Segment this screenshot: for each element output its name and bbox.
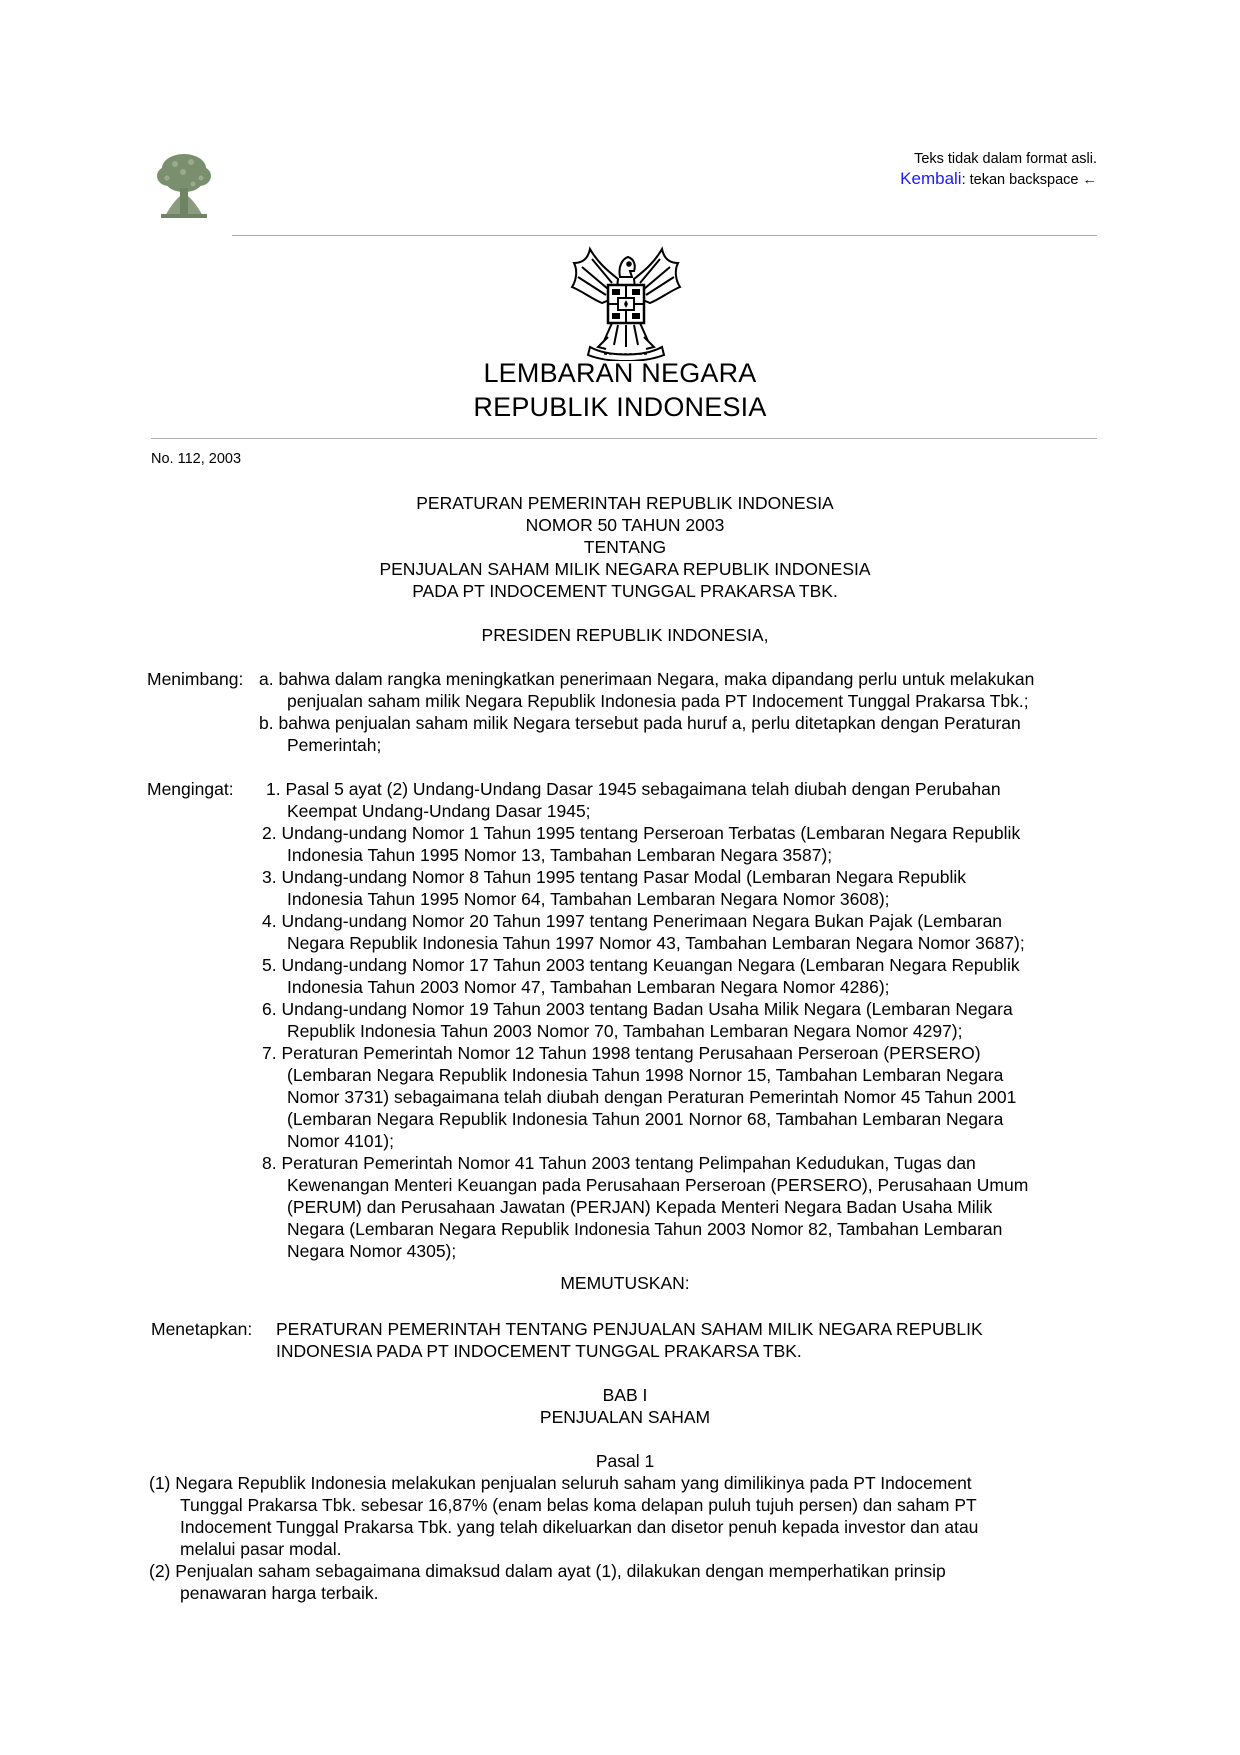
mengingat-item-8-line1: 8. Peraturan Pemerintah Nomor 41 Tahun 2003 tentang Pelimpahan Kedudukan, Tugas dan bbox=[262, 1153, 976, 1173]
menimbang-label: Menimbang: bbox=[147, 669, 244, 689]
mengingat-item-8-line4: Negara (Lembaran Negara Republik Indonesia Tahun 2003 Nomor 82, Tambahan Lembaran bbox=[287, 1219, 1003, 1239]
format-note: Teks tidak dalam format asli. bbox=[914, 151, 1097, 167]
mengingat-item-3-line1: 3. Undang-undang Nomor 8 Tahun 1995 tentang Pasar Modal (Lembaran Negara Republik bbox=[262, 867, 967, 887]
mengingat-item-2-line2: Indonesia Tahun 1995 Nomor 13, Tambahan Lembaran Negara 3587); bbox=[287, 845, 833, 865]
mengingat-item-4-line2: Negara Republik Indonesia Tahun 1997 Nomor 43, Tambahan Lembaran Negara Nomor 3687); bbox=[287, 933, 1025, 953]
mengingat-item-7-line4: (Lembaran Negara Republik Indonesia Tahun 2001 Nornor 68, Tambahan Lembaran Negara bbox=[287, 1109, 1004, 1129]
mengingat-item-6-line2: Republik Indonesia Tahun 2003 Nomor 70, Tambahan Lembaran Negara Nomor 4297); bbox=[287, 1021, 963, 1041]
menetapkan-line1: PERATURAN PEMERINTAH TENTANG PENJUALAN SAHAM MILIK NEGARA REPUBLIK bbox=[276, 1319, 983, 1339]
heading-line1: PERATURAN PEMERINTAH REPUBLIK INDONESIA bbox=[416, 493, 834, 513]
bab-number: BAB I bbox=[602, 1385, 648, 1405]
back-hint: : tekan backspace ← bbox=[961, 172, 1097, 188]
gazette-title-line2: REPUBLIK INDONESIA bbox=[473, 392, 767, 422]
menimbang-b-line1: b. bahwa penjualan saham milik Negara tersebut pada huruf a, perlu ditetapkan dengan Peraturan bbox=[259, 713, 1021, 733]
heading-line5: PADA PT INDOCEMENT TUNGGAL PRAKARSA TBK. bbox=[412, 581, 838, 601]
heading-line2: NOMOR 50 TAHUN 2003 bbox=[525, 515, 725, 535]
mengingat-item-1-line1: 1. Pasal 5 ayat (2) Undang-Undang Dasar 1945 sebagaimana telah diubah dengan Perubahan bbox=[266, 779, 1001, 799]
mengingat-item-8-line3: (PERUM) dan Perusahaan Jawatan (PERJAN) Kepada Menteri Negara Badan Usaha Milik bbox=[287, 1197, 993, 1217]
mengingat-item-2-line1: 2. Undang-undang Nomor 1 Tahun 1995 tentang Perseroan Terbatas (Lembaran Negara Republik bbox=[262, 823, 1021, 843]
pasal-1-ayat-1-line2: Tunggal Prakarsa Tbk. sebesar 16,87% (enam belas koma delapan puluh tujuh persen) dan saham PT bbox=[180, 1495, 977, 1515]
garuda-emblem-icon bbox=[568, 241, 684, 361]
mengingat-item-5-line2: Indonesia Tahun 2003 Nomor 47, Tambahan Lembaran Negara Nomor 4286); bbox=[287, 977, 890, 997]
menimbang-a-line1: a. bahwa dalam rangka meningkatkan penerimaan Negara, maka dipandang perlu untuk melakukan bbox=[259, 669, 1035, 689]
mengingat-item-8-line5: Negara Nomor 4305); bbox=[287, 1241, 457, 1261]
pasal-1-ayat-2-line2: penawaran harga terbaik. bbox=[180, 1583, 379, 1603]
gazette-title-line1: LEMBARAN NEGARA bbox=[483, 358, 757, 388]
tree-logo-icon bbox=[153, 150, 215, 222]
pasal-1-title: Pasal 1 bbox=[595, 1451, 655, 1471]
mengingat-item-7-line2: (Lembaran Negara Republik Indonesia Tahun 1998 Nornor 15, Tambahan Lembaran Negara bbox=[287, 1065, 1004, 1085]
pasal-1-ayat-2-line1: (2) Penjualan saham sebagaimana dimaksud dalam ayat (1), dilakukan dengan memperhatikan prinsip bbox=[149, 1561, 946, 1581]
pasal-1-ayat-1-line4: melalui pasar modal. bbox=[180, 1539, 342, 1559]
back-link[interactable]: Kembali bbox=[900, 169, 962, 188]
pasal-1-ayat-1-line3: Indocement Tunggal Prakarsa Tbk. yang telah dikeluarkan dan disetor penuh kepada investor dan atau bbox=[180, 1517, 979, 1537]
mengingat-item-1-line2: Keempat Undang-Undang Dasar 1945; bbox=[287, 801, 591, 821]
mengingat-item-7-line3: Nomor 3731) sebagaimana telah diubah dengan Peraturan Pemerintah Nomor 45 Tahun 2001 bbox=[287, 1087, 1017, 1107]
bab-title: PENJUALAN SAHAM bbox=[539, 1407, 711, 1427]
mengingat-item-8-line2: Kewenangan Menteri Keuangan pada Perusahaan Perseroan (PERSERO), Perusahaan Umum bbox=[287, 1175, 1029, 1195]
pasal-1-ayat-1-line1: (1) Negara Republik Indonesia melakukan penjualan seluruh saham yang dimilikinya pada PT Indocement bbox=[149, 1473, 972, 1493]
mengingat-item-3-line2: Indonesia Tahun 1995 Nomor 64, Tambahan Lembaran Negara Nomor 3608); bbox=[287, 889, 890, 909]
heading-line4: PENJUALAN SAHAM MILIK NEGARA REPUBLIK INDONESIA bbox=[379, 559, 871, 579]
mengingat-label: Mengingat: bbox=[147, 779, 234, 799]
mengingat-item-7-line1: 7. Peraturan Pemerintah Nomor 12 Tahun 1998 tentang Perusahaan Perseroan (PERSERO) bbox=[262, 1043, 981, 1063]
gazette-number: No. 112, 2003 bbox=[151, 451, 242, 467]
mengingat-item-6-line1: 6. Undang-undang Nomor 19 Tahun 2003 tentang Badan Usaha Milik Negara (Lembaran Negara bbox=[262, 999, 1013, 1019]
mengingat-item-5-line1: 5. Undang-undang Nomor 17 Tahun 2003 tentang Keuangan Negara (Lembaran Negara Republik bbox=[262, 955, 1020, 975]
mengingat-item-7-line5: Nomor 4101); bbox=[287, 1131, 394, 1151]
menimbang-a-line2: penjualan saham milik Negara Republik Indonesia pada PT Indocement Tunggal Prakarsa Tbk.; bbox=[287, 691, 1029, 711]
president-heading: PRESIDEN REPUBLIK INDONESIA, bbox=[481, 625, 769, 645]
title-divider bbox=[151, 438, 1097, 439]
heading-line3: TENTANG bbox=[583, 537, 667, 557]
mengingat-item-4-line1: 4. Undang-undang Nomor 20 Tahun 1997 tentang Penerimaan Negara Bukan Pajak (Lembaran bbox=[262, 911, 1003, 931]
memutuskan-heading: MEMUTUSKAN: bbox=[560, 1273, 690, 1293]
menetapkan-line2: INDONESIA PADA PT INDOCEMENT TUNGGAL PRAKARSA TBK. bbox=[276, 1341, 802, 1361]
back-instruction bbox=[900, 169, 1097, 189]
menetapkan-label: Menetapkan: bbox=[151, 1319, 253, 1339]
top-divider bbox=[232, 235, 1097, 236]
menimbang-b-line2: Pemerintah; bbox=[287, 735, 382, 755]
